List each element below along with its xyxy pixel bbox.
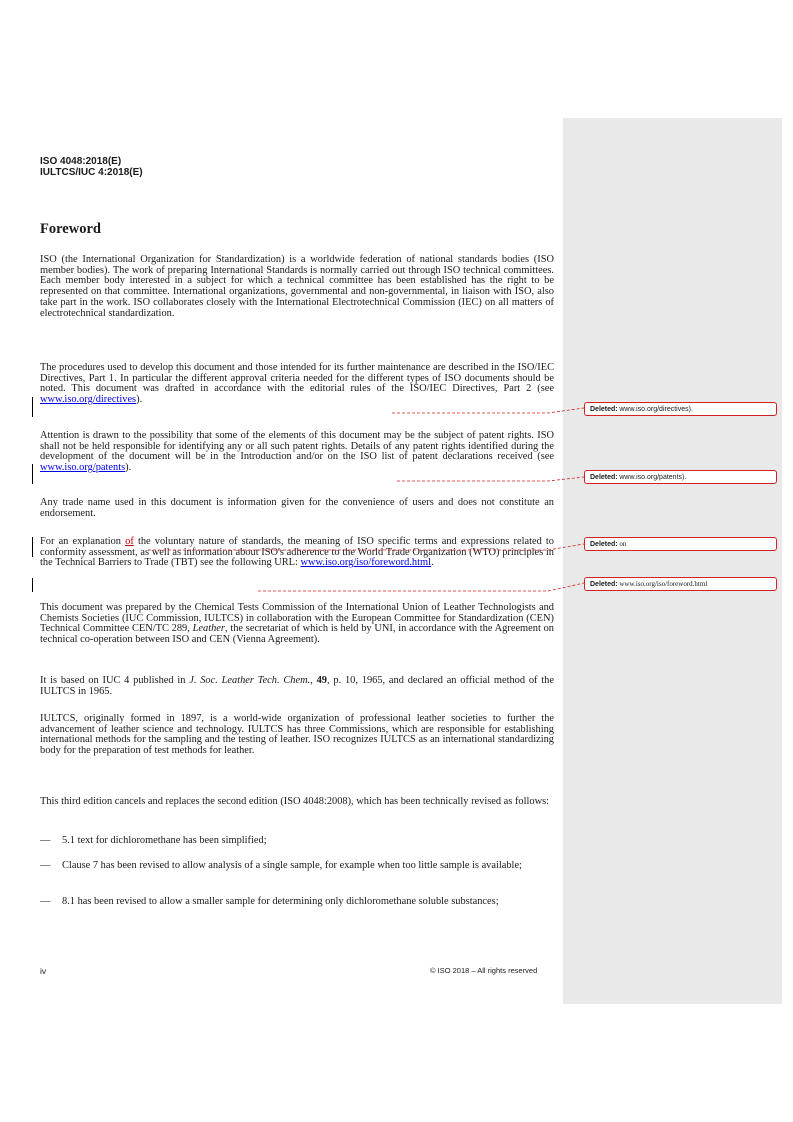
paragraph-5-text-a: For an explanation [40,536,126,547]
list-item-text: 5.1 text for dichloromethane has been simplified; [62,835,267,846]
list-item-text: 8.1 has been revised to allow a smaller sample for determining only dichloromethane soluble substances; [62,896,499,907]
deleted-text: www.iso.org/iso/foreword.html [619,580,708,588]
paragraph-7-mid: , [310,675,317,686]
paragraph-6-text-b: , the secretariat of which is held by UNI, in accordance with the Agreement on technical co-operation between ISO and CEN (Vienna Agreement). [40,623,554,646]
deleted-label: Deleted: [590,541,618,548]
deleted-comment-balloon[interactable] [584,470,777,484]
connector-line [397,477,584,481]
comment-margin-pane [563,118,782,1004]
volume-number: 49 [316,675,327,686]
deleted-text: www.iso.org/directives). [619,406,693,413]
patents-link[interactable]: www.iso.org/patents [40,462,126,474]
deleted-text: on [619,540,627,548]
list-item [40,897,554,908]
paragraph-4: Any trade name used in this document is information given for the convenience of users and does not constitute an endorsement. [40,497,554,519]
copyright-notice: © ISO 2018 – All rights reserved [430,966,538,975]
change-bar [32,464,33,484]
paragraph-7 [40,676,554,697]
paragraph-5-end: . [430,557,434,569]
inserted-text: of [125,536,134,547]
foreword-link[interactable]: www.iso.org/iso/foreword.html [300,557,431,569]
deleted-label: Deleted: [590,474,618,481]
paragraph-1: ISO (the International Organization for Standardization) is a worldwide federation of national standards bodies (ISO member bodies). The work of preparing International Standards is normally carried out through ISO technical committees. Each member body interested in a subject for which a technical committee has been established has the right to be represented on that committee. International organizations, governmental and non-governmental, in liaison with ISO, also take part in the work. ISO collaborates closely with the International Electrotechnical Commission (IEC) on all matters of electrotechnical standardization. [40,254,554,319]
list-dash: — [40,860,51,871]
paragraph-7-text-b: , p. 10, 1965, and declared an official method of the IULTCS in 1965. [40,675,554,697]
directives-link[interactable]: www.iso.org/directives [40,394,137,406]
paragraph-3-text: Attention is drawn to the possibility that some of the elements of this document may be the subject of patent rights. ISO shall not be held responsible for identifying any or all such patent rights. Details of any patent rights identified during the development of the document will be in the Introduction and/or on the ISO list of patent declarations received (see [40,430,554,463]
paragraph-3-end: ). [125,462,132,474]
page-number: iv [40,966,47,976]
page-title: Foreword [40,221,101,237]
deleted-label: Deleted: [590,406,618,413]
list-dash: — [40,835,51,846]
list-item-text: Clause 7 has been revised to allow analysis of a single sample, for example when too little sample is available; [62,860,522,871]
paragraph-2 [40,363,554,406]
paragraph-3 [40,431,554,474]
deleted-label: Deleted: [590,581,618,588]
paragraph-5-text-b: the voluntary nature of standards, the meaning of ISO specific terms and expressions related to conformity assessment, as well as information about ISO's adherence to the World Trade Organization (WTO) principles in the Technical Barriers to Trade (TBT) see the following URL: [40,536,554,569]
paragraph-2-end: ). [136,394,143,406]
paragraph-6-text-a: This document was prepared by the Chemical Tests Commission of the International Union of Leather Technologists and Chemists Societies (IUC Commission, IULTCS) in collaboration with the European Committee for Standardization (CEN) Technical Committee CEN/TC 289, [40,602,554,635]
change-bar [32,578,33,592]
journal-title: J. Soc. Leather Tech. Chem. [189,675,311,686]
connector-line [392,408,584,413]
paragraph-9: This third edition cancels and replaces the second edition (ISO 4048:2008), which has been technically revised as follows: [40,796,549,807]
paragraph-5 [40,537,554,569]
deleted-comment-balloon[interactable] [584,537,777,551]
change-bar [32,537,33,557]
paragraph-2-text: The procedures used to develop this document and those intended for its further maintenance are described in the ISO/IEC Directives, Part 1. In particular the different approval criteria needed for the different types of ISO documents should be noted. This document was drafted in accordance with the editorial rules of the ISO/IEC Directives, Part 2 (see [40,362,554,395]
header-iultcs-number: IULTCS/IUC 4:2018(E) [40,167,143,178]
paragraph-7-text-a: It is based on IUC 4 published in [40,675,190,686]
header-standard-number: ISO 4048:2018(E) [40,156,122,167]
paragraph-8: IULTCS, originally formed in 1897, is a world-wide organization of professional leather societies to further the advancement of leather science and technology. IULTCS has three Commissions, which are responsible for establishing international methods for the sampling and the testing of leather. ISO recognizes IULTCS as an international standardizing body for the preparation of test methods for leather. [40,713,554,757]
change-bar [32,397,33,417]
deleted-comment-balloon[interactable] [584,402,777,416]
connector-line [258,583,584,591]
deleted-text: www.iso.org/patents). [619,474,687,481]
list-dash: — [40,896,51,907]
deleted-comment-balloon[interactable] [584,577,777,591]
list-item [40,861,554,872]
document-header [40,156,143,178]
list-item [40,836,554,847]
paragraph-6 [40,603,554,646]
leather-italic: Leather [192,623,225,635]
